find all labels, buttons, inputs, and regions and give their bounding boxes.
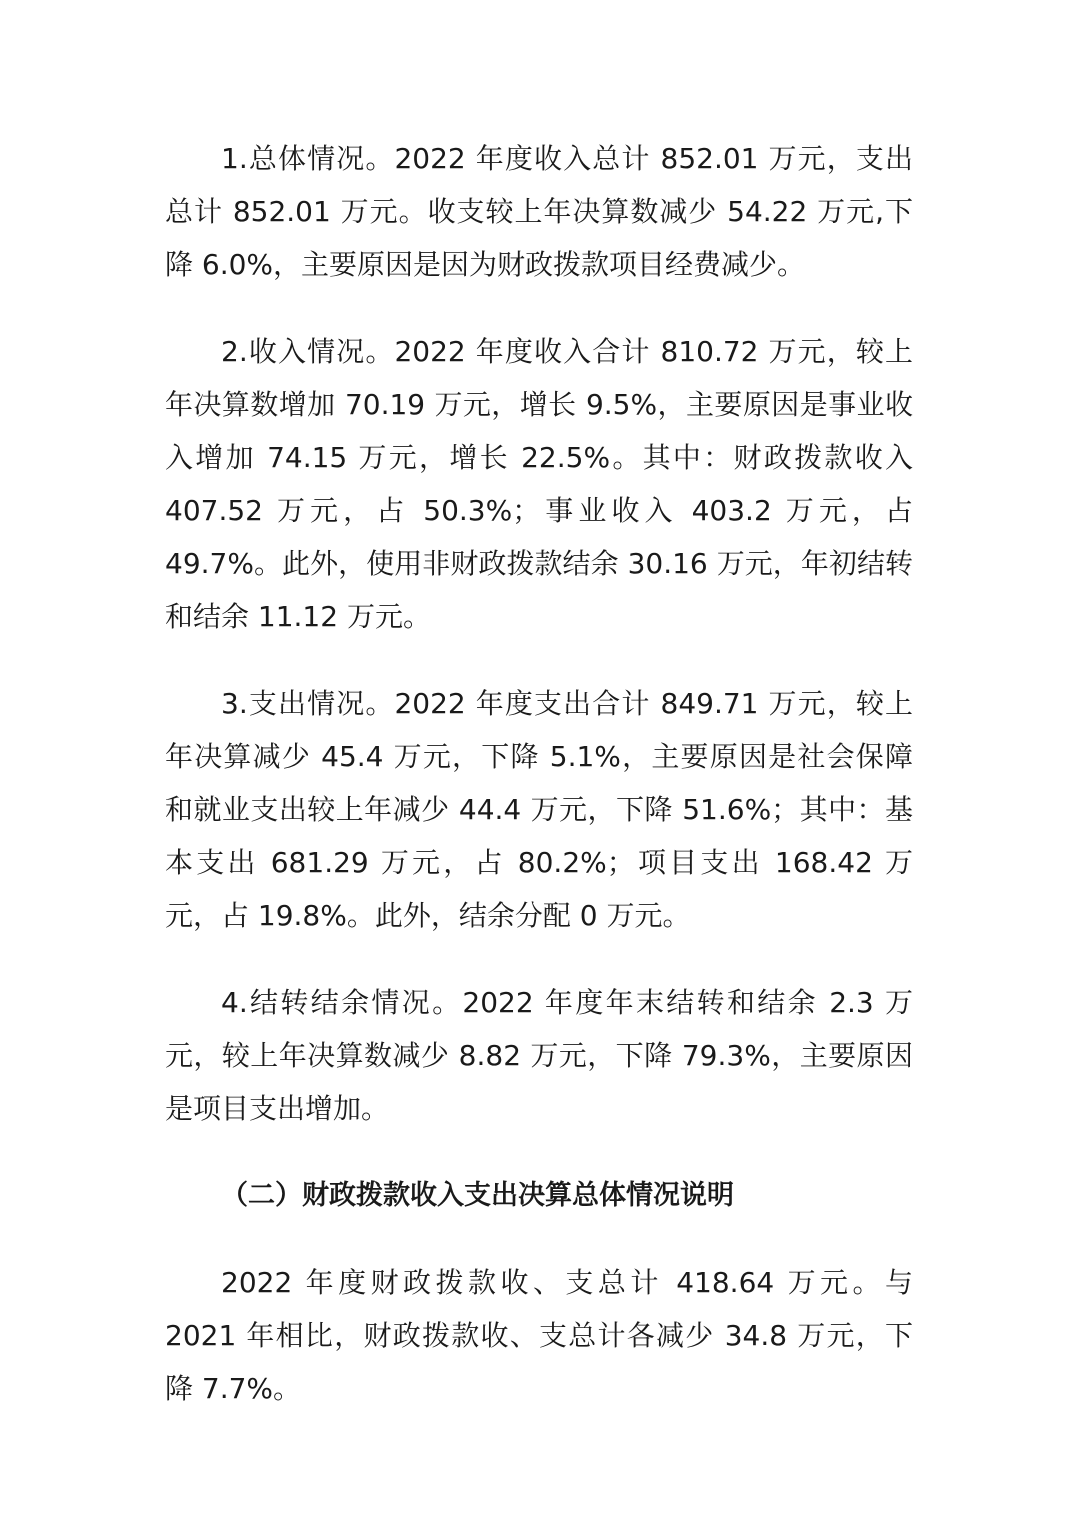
section-heading: （二）财政拨款收入支出决算总体情况说明 [221, 1180, 734, 1211]
document-body [165, 132, 913, 1449]
paragraph-fiscal-summary: 2022 年度财政拨款收、支总计 418.64 万元。与 2021 年相比，财政拨款收、支总计各减少 34.8 万元，下降 7.7%。 [165, 1266, 913, 1405]
paragraph-income: 2.收入情况。2022 年度收入合计 810.72 万元，较上年决算数增加 70.19 万元，增长 9.5%，主要原因是事业收入增加 74.15 万元，增长 22.5%。其中：财政拨款收入 407.52 万元，占 50.3%；事业收入 403.2 万元，占 49.7%。此外，使用非财政拨款结余 30.16 万元，年初结转和结余 11.12 万元。 [165, 335, 913, 633]
paragraph-overall: 1.总体情况。2022 年度收入总计 852.01 万元，支出总计 852.01 万元。收支较上年决算数减少 54.22 万元,下降 6.0%，主要原因是因为财政拨款项目经费减少。 [165, 142, 913, 281]
paragraph-expenditure: 3.支出情况。2022 年度支出合计 849.71 万元，较上年决算减少 45.4 万元，下降 5.1%，主要原因是社会保障和就业支出较上年减少 44.4 万元，下降 51.6%；其中：基本支出 681.29 万元，占 80.2%；项目支出 168.42 万元，占 19.8%。此外，结余分配 0 万元。 [165, 687, 913, 932]
paragraph-carryover: 4.结转结余情况。2022 年度年末结转和结余 2.3 万元，较上年决算数减少 8.82 万元，下降 79.3%，主要原因是项目支出增加。 [165, 986, 913, 1125]
